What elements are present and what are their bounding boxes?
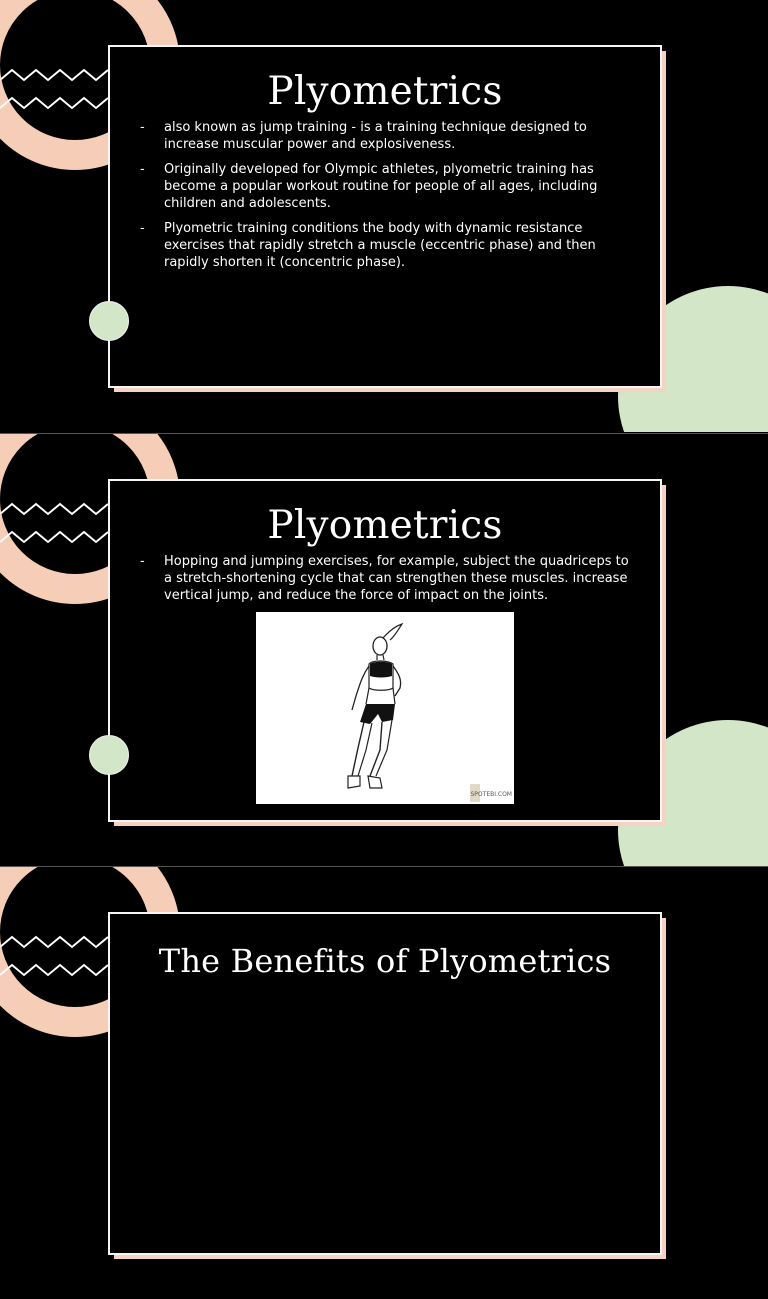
zigzag-decoration [0, 935, 112, 985]
running-woman-icon [256, 612, 514, 804]
bullet-list [140, 119, 638, 279]
slide-title: Plyometrics [267, 503, 503, 548]
bullet-marker: - [140, 120, 145, 135]
small-sage-dot-decoration [89, 301, 129, 341]
slide-1 [0, 0, 768, 432]
bullet-item: - Hopping and jumping exercises, for example, subject the quadriceps to a stretch-shortening cycle that can strengthen these muscles. increase vertical jump, and reduce the force of impact on the joints. [140, 554, 629, 603]
zigzag-decoration [0, 68, 112, 118]
bullet-marker: - [140, 221, 145, 236]
content-panel [108, 45, 662, 388]
small-sage-dot-decoration [89, 735, 129, 775]
zigzag-decoration [0, 502, 112, 552]
bullet-marker: - [140, 162, 145, 177]
slide-3 [0, 866, 768, 1299]
bullet-item: - Originally developed for Olympic athletes, plyometric training has become a popular workout routine for people of all ages, including children and adolescents. [140, 162, 598, 211]
slide-title: The Benefits of Plyometrics [158, 942, 612, 980]
content-panel [108, 912, 662, 1255]
content-panel [108, 479, 662, 822]
image-brand-label: SPOTEBI.COM [470, 791, 512, 798]
bullet-marker: - [140, 554, 145, 569]
bullet-item: - Plyometric training conditions the body with dynamic resistance exercises that rapidly stretch a muscle (eccentric phase) and then rapidly shorten it (concentric phase). [140, 221, 596, 270]
athlete-illustration [256, 612, 514, 804]
bullet-item: - also known as jump training - is a training technique designed to increase muscular power and explosiveness. [140, 120, 587, 152]
bullet-list [140, 553, 638, 612]
slide-2 [0, 433, 768, 866]
slide-title: Plyometrics [267, 69, 503, 114]
